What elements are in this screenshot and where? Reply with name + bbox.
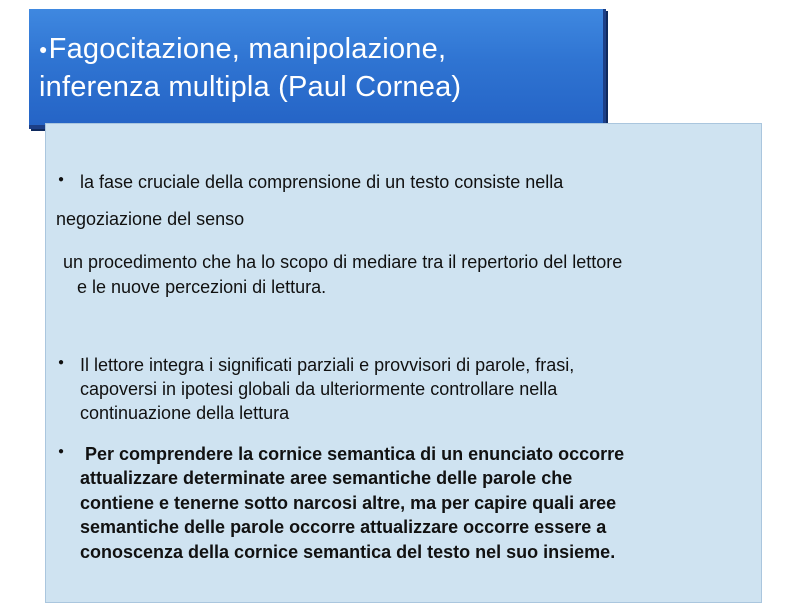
paragraph-1: la fase cruciale della comprensione di un testo consiste nella <box>80 172 564 192</box>
paragraph-1-bold: negoziazione del senso <box>56 209 245 229</box>
paragraph-3-line-1: Il lettore integra i significati parziali e provvisori di parole, frasi, <box>80 355 575 375</box>
paragraph-4-line-1: Per comprendere la cornice semantica di un enunciato occorre <box>80 444 625 464</box>
paragraph-4-line-3: contiene e tenerne sotto narcosi altre, ma per capire quali aree <box>80 493 617 513</box>
bullet-icon: ● <box>58 446 65 457</box>
paragraph-2-line-2: e le nuove percezioni di lettura. <box>77 277 327 297</box>
title-bullet-icon: ● <box>39 41 48 57</box>
paragraph-3-line-3: continuazione della lettura <box>80 403 290 423</box>
paragraph-4-line-4: semantiche delle parole occorre attualizzare occorre essere a <box>80 517 607 537</box>
paragraph-2-line-1: un procedimento che ha lo scopo di mediare tra il repertorio del lettore <box>63 252 623 272</box>
slide-title <box>39 30 599 106</box>
title-text-1: Fagocitazione, manipolazione, <box>48 33 447 65</box>
bullet-icon: ● <box>58 174 65 185</box>
paragraph-4-line-2: attualizzare determinate aree semantiche delle parole che <box>80 468 573 488</box>
title-line-2: inferenza multipla (Paul Cornea) <box>39 71 462 103</box>
paragraph-4-line-5: conoscenza della cornice semantica del testo nel suo insieme. <box>80 542 616 562</box>
title-line-1 <box>39 30 599 68</box>
bullet-icon: ● <box>58 357 65 368</box>
paragraph-3-line-2: capoversi in ipotesi globali da ulteriormente controllare nella <box>80 379 558 399</box>
